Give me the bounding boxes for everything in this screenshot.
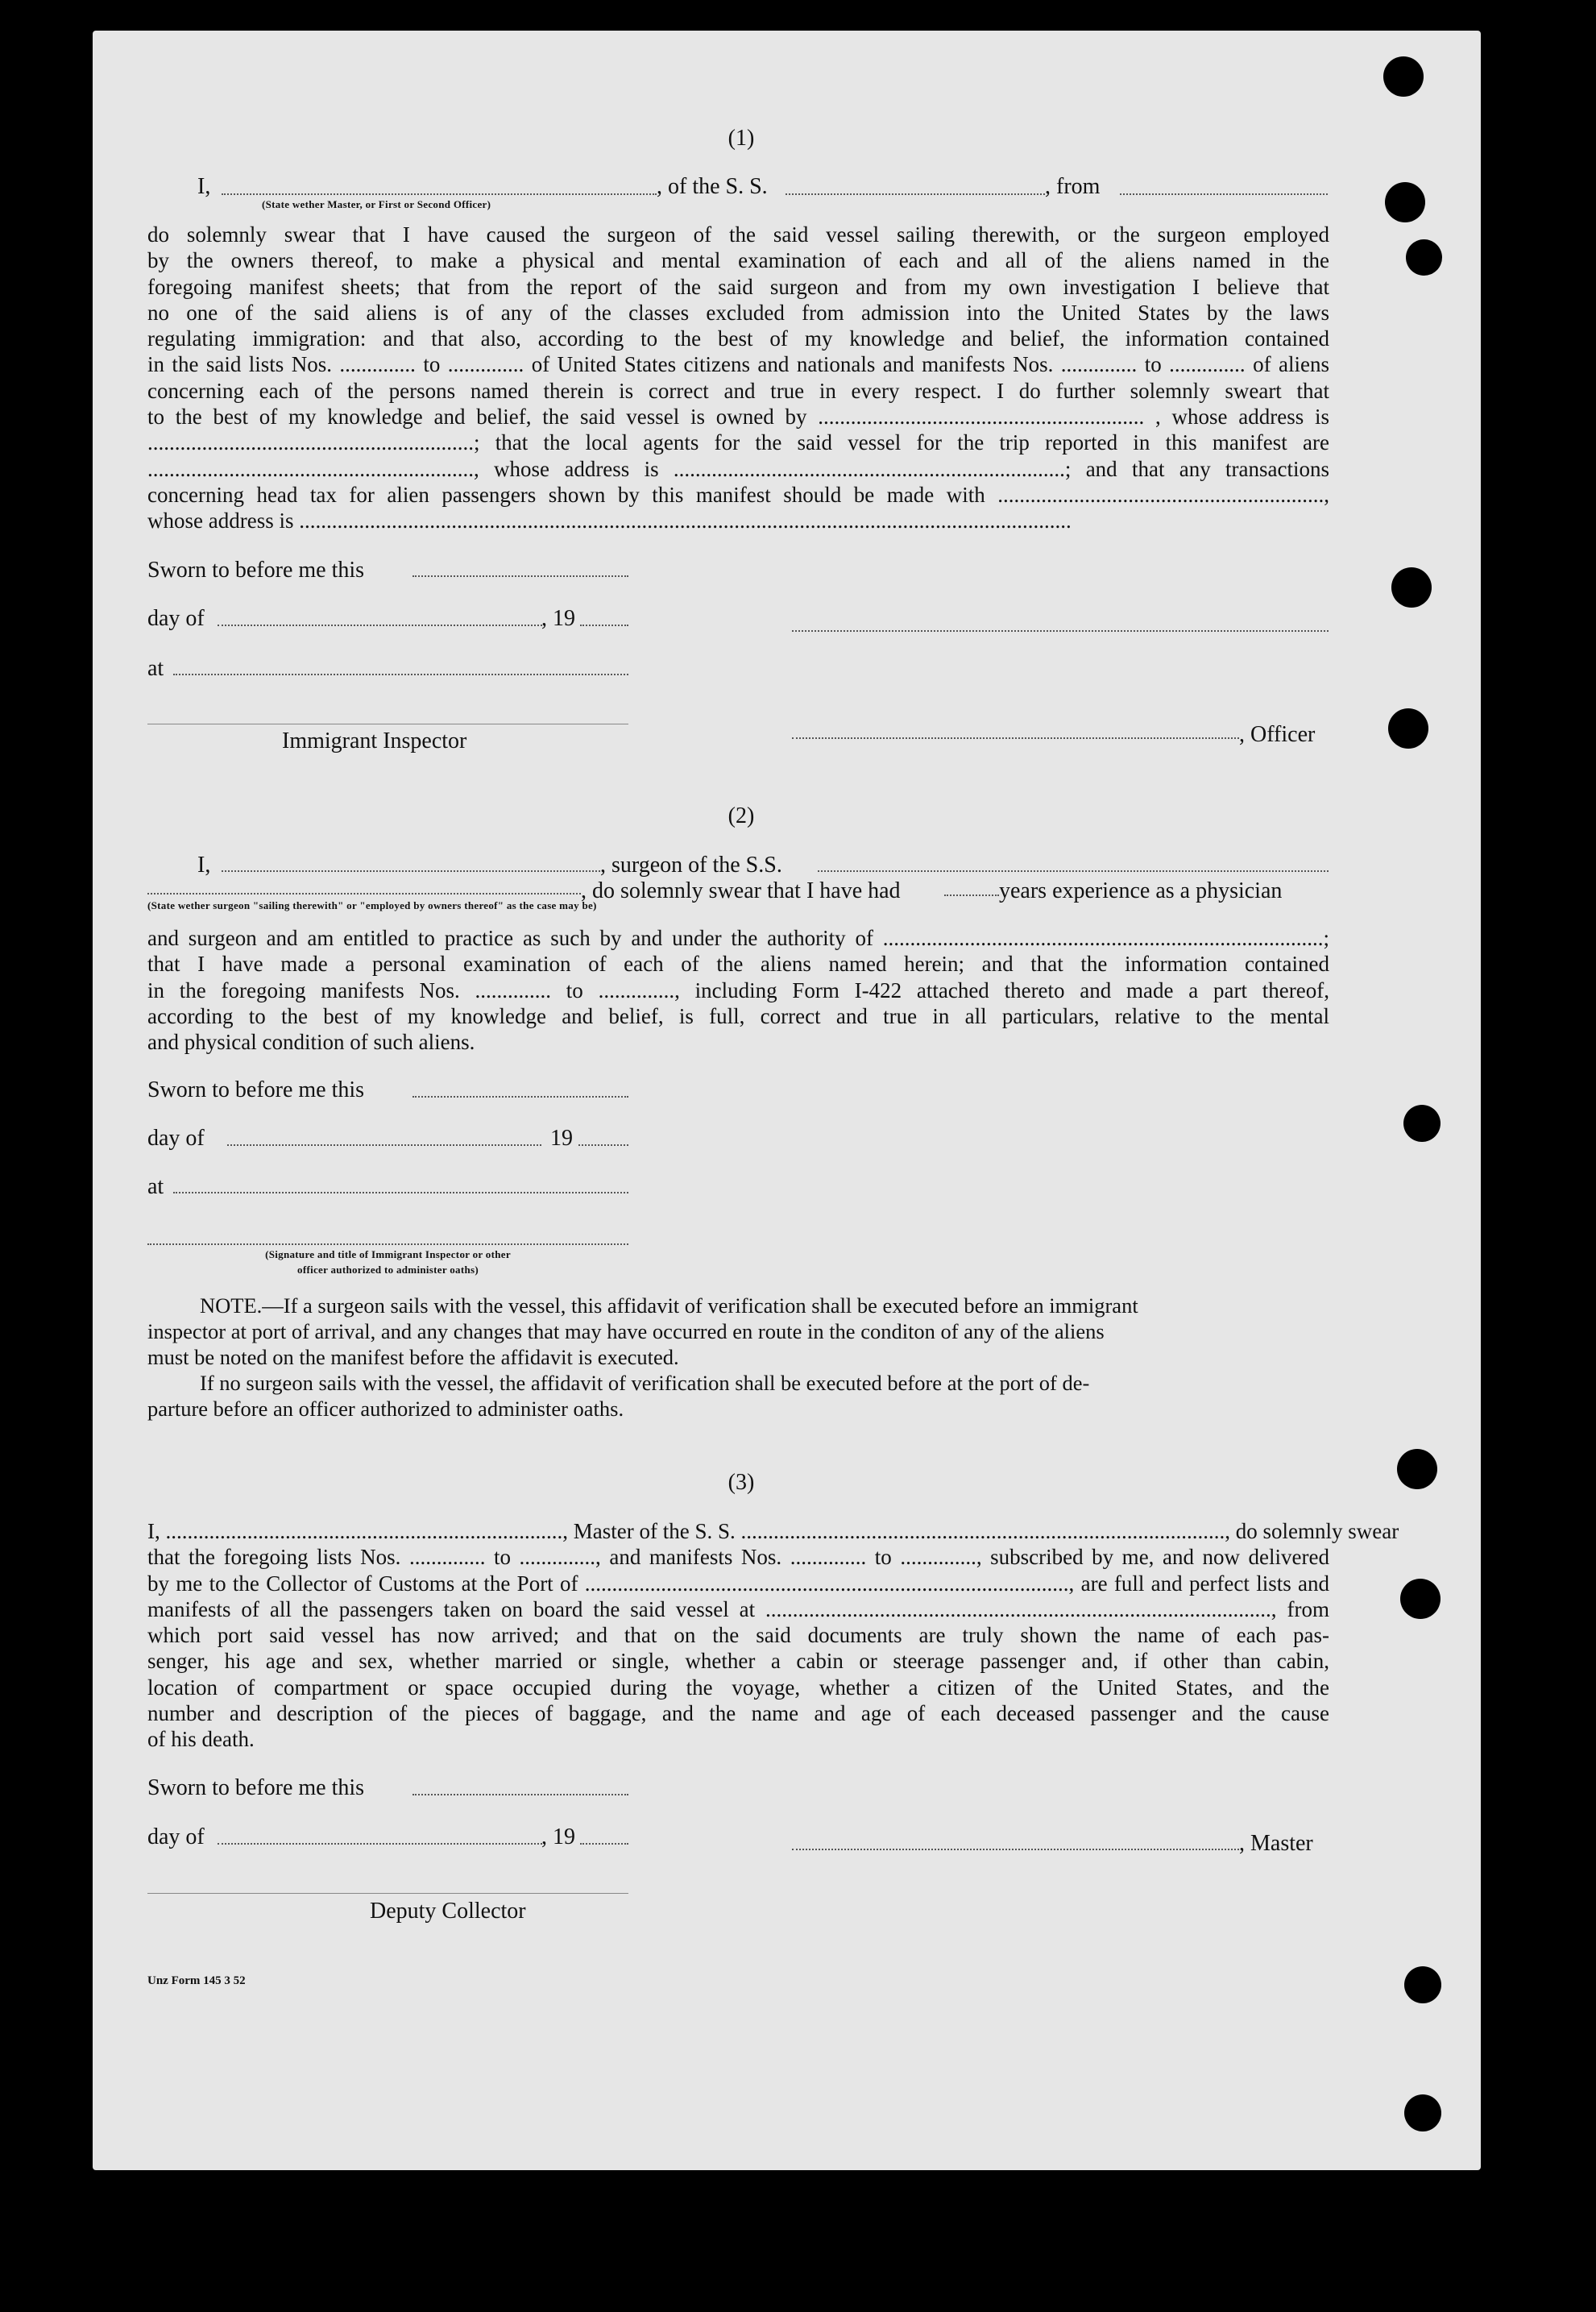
oath-line: to the best of my knowledge and belief, the said vessel is owned by ............................................................ , whose address is — [147, 405, 1329, 430]
year-label-2: 19 — [550, 1126, 573, 1151]
oath-line: number and description of the pieces of baggage, and the name and age of each deceased passenger and the cause — [147, 1701, 1329, 1726]
signature-note-2: officer authorized to administer oaths) — [297, 1264, 479, 1276]
oath-line: whose address is .............................................................................................................................................. — [147, 508, 1072, 533]
at-field-2[interactable] — [173, 1192, 628, 1193]
section-1-oath-text — [147, 222, 1329, 534]
oath-line: and surgeon and am entitled to practice as such by and under the authority of .................................................................................; — [147, 926, 1329, 950]
year-field-3[interactable] — [580, 1843, 628, 1845]
oath-line: do solemnly swear that I have caused the surgeon of the said vessel sailing therewith, or the surgeon employed — [147, 222, 1329, 247]
oath-line: that the foregoing lists Nos. .............. to .............., and manifests Nos. .............. to .............., subscribed by me, and now delivered — [147, 1545, 1329, 1570]
day-of-label-3: day of — [147, 1824, 205, 1849]
oath-line: by me to the Collector of Customs at the Port of ........................................................................................., are full and perfect lists and — [147, 1571, 1329, 1596]
signature-note-1: (Signature and title of Immigrant Inspector or other — [265, 1248, 511, 1260]
year-label-1: , 19 — [541, 606, 575, 631]
officer-rank-note: (State wether Master, or First or Second Officer) — [262, 198, 491, 210]
sworn-date-field-3[interactable] — [412, 1794, 628, 1795]
section-1-i: I, — [197, 174, 211, 199]
surgeon-name-field[interactable] — [222, 870, 600, 872]
at-label-1: at — [147, 656, 164, 681]
day-of-label-1: day of — [147, 606, 205, 631]
authorized-officer-signature-line[interactable] — [147, 1243, 628, 1245]
day-of-field-1[interactable] — [218, 625, 542, 626]
oath-line: regulating immigration: and that also, according to the best of my knowledge and belief, the information contained — [147, 326, 1329, 351]
oath-line: that I have made a personal examination of each of the aliens named herein; and that the information contained — [147, 952, 1329, 977]
from-label: , from — [1045, 174, 1101, 199]
oath-line: of his death. — [147, 1727, 255, 1752]
section-3-number: (3) — [728, 1470, 755, 1495]
oath-line: ............................................................; that the local agents for the said vessel for the trip reported in this manifest are — [147, 430, 1329, 455]
solemnly-label: , do solemnly swear that I have had — [581, 878, 901, 903]
oath-line: ............................................................, whose address is ........................................................................; and that any transactions — [147, 456, 1329, 481]
note-line: must be noted on the manifest before the affidavit is executed. — [147, 1345, 679, 1369]
surgeon-vessel-field[interactable] — [818, 870, 1329, 872]
form-id: Unz Form 145 3 52 — [147, 1974, 246, 1987]
oath-line: concerning head tax for alien passengers shown by this manifest should be made with ............................................................, — [147, 482, 1329, 507]
section-1-number: (1) — [728, 126, 755, 151]
day-of-field-3[interactable] — [218, 1843, 542, 1845]
oath-line: in the said lists Nos. .............. to .............. of United States citizens and nationals and manifests Nos. .............. to .............. of aliens — [147, 352, 1329, 377]
oath-line: in the foregoing manifests Nos. .............. to .............., including Form I-422 attached thereto and made a part thereof, — [147, 978, 1329, 1002]
section-2-i: I, — [197, 853, 211, 878]
oath-line: by the owners thereof, to make a physical and mental examination of each and all of the aliens named in the — [147, 248, 1329, 273]
from-port-field[interactable] — [1120, 193, 1328, 195]
officer-rank-field[interactable] — [222, 193, 657, 195]
years-experience-field[interactable] — [944, 894, 999, 896]
oath-line: which port said vessel has now arrived; and that on the said documents are truly shown the name of each pas- — [147, 1623, 1329, 1648]
master-signature-line[interactable] — [792, 1849, 1239, 1850]
master-label: , Master — [1239, 1831, 1313, 1856]
oath-line: senger, his age and sex, whether married or single, whether a cabin or steerage passenger and, if other than cabin, — [147, 1649, 1329, 1674]
sworn-label-1: Sworn to before me this — [147, 558, 365, 583]
oath-line: I, ........................................................................., Master of the S. S. ........................................................................................., do solemnly swear — [147, 1519, 1399, 1543]
immigrant-inspector-label: Immigrant Inspector — [282, 728, 467, 753]
surgeon-status-note: (State wether surgeon "sailing therewith" or "employed by owners thereof" as the case may be) — [147, 899, 597, 911]
surgeon-status-field[interactable] — [147, 893, 581, 894]
note-line: NOTE.—If a surgeon sails with the vessel, this affidavit of verification shall be executed before an immigrant — [200, 1293, 1138, 1318]
day-of-label-2: day of — [147, 1126, 205, 1151]
year-field-1[interactable] — [580, 625, 628, 626]
sworn-label-2: Sworn to before me this — [147, 1077, 365, 1102]
day-of-field-2[interactable] — [227, 1144, 541, 1146]
oath-line: foregoing manifest sheets; that from the report of the said surgeon and from my own investigation I believe that — [147, 274, 1329, 299]
section-3-oath-text — [147, 1518, 1399, 1753]
oath-line: and physical condition of such aliens. — [147, 1030, 475, 1055]
oath-line: according to the best of my knowledge and belief, is full, correct and true in all particulars, relative to the mental — [147, 1003, 1329, 1028]
vessel-name-field[interactable] — [786, 193, 1045, 195]
collector-signature-line[interactable] — [147, 1893, 628, 1894]
oath-line: location of compartment or space occupied during the voyage, whether a citizen of the United States, and the — [147, 1675, 1329, 1700]
oath-line: concerning each of the persons named therein is correct and true in every respect. I do further solemnly sweart that — [147, 378, 1329, 403]
years-experience-label: years experience as a physician — [999, 878, 1283, 903]
sworn-date-field-1[interactable] — [412, 575, 628, 577]
oath-line: no one of the said aliens is of any of the classes excluded from admission into the United States by the laws — [147, 300, 1329, 325]
section-2-oath-text — [147, 925, 1329, 1055]
oath-line: manifests of all the passengers taken on board the said vessel at ............................................................................................., from — [147, 1596, 1329, 1621]
deputy-collector-label: Deputy Collector — [370, 1899, 526, 1924]
of-ss-label: , of the S. S. — [657, 174, 768, 199]
note-line: If no surgeon sails with the vessel, the affidavit of verification shall be executed before at the port of de- — [200, 1371, 1090, 1395]
officer-signature-line-upper[interactable] — [792, 630, 1329, 632]
sworn-label-3: Sworn to before me this — [147, 1775, 365, 1800]
at-field-1[interactable] — [173, 674, 628, 675]
at-label-2: at — [147, 1174, 164, 1199]
note-line: inspector at port of arrival, and any changes that may have occurred en route in the conditon of any of the aliens — [147, 1319, 1105, 1343]
surgeon-of-label: , surgeon of the S.S. — [600, 853, 782, 878]
sworn-date-field-2[interactable] — [412, 1096, 628, 1098]
note-line: parture before an officer authorized to administer oaths. — [147, 1397, 624, 1421]
section-2-number: (2) — [728, 803, 755, 828]
year-label-3: , 19 — [541, 1824, 575, 1849]
year-field-2[interactable] — [578, 1144, 628, 1146]
officer-label: , Officer — [1239, 722, 1316, 747]
officer-signature-line[interactable] — [792, 737, 1239, 739]
